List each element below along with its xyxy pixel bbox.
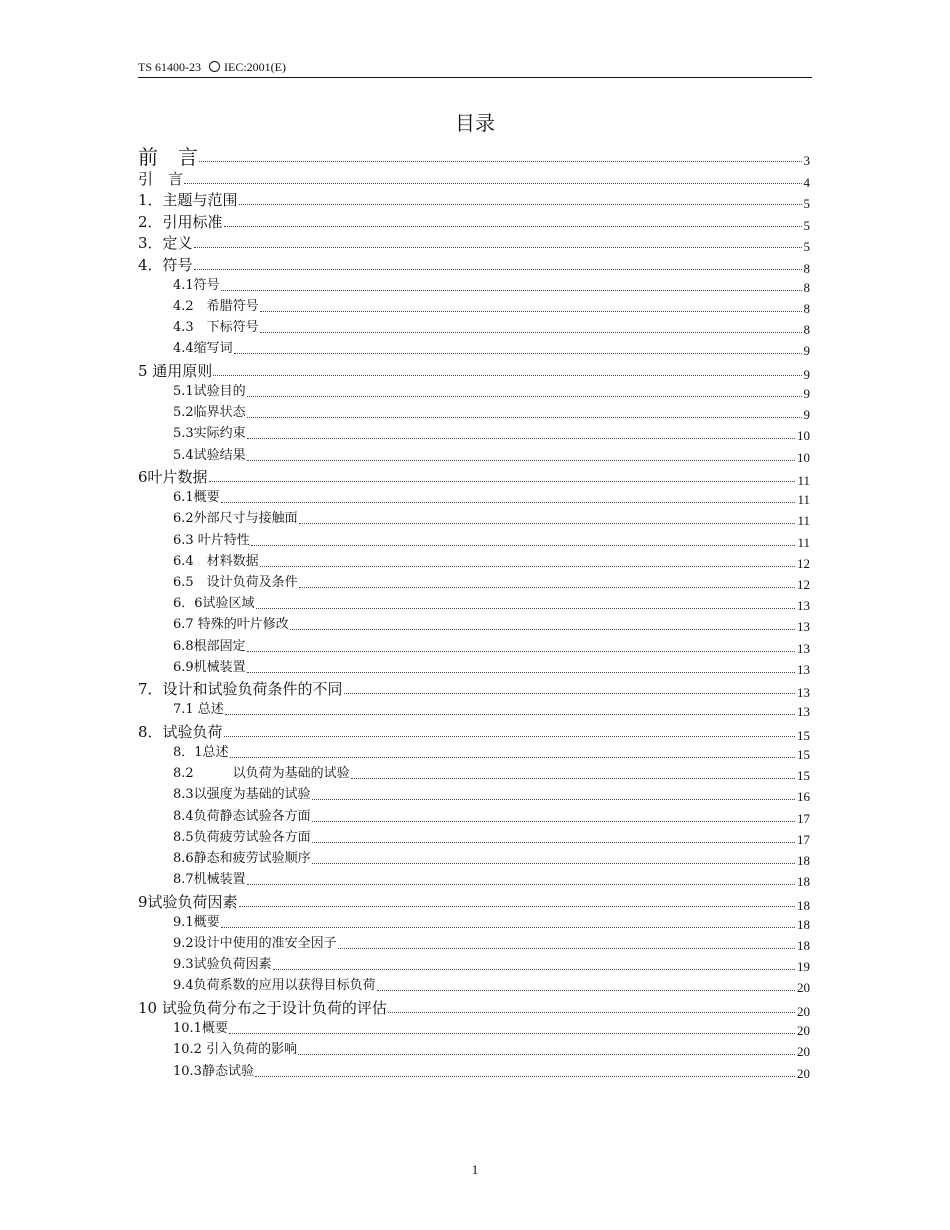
- toc-entry-label: 4.1符号: [173, 277, 220, 293]
- toc-entry-page: 20: [797, 1065, 810, 1081]
- toc-entry-label: 5.3实际约束: [173, 426, 246, 442]
- toc-leader-dots: [338, 948, 795, 949]
- toc-leader-dots: [239, 204, 802, 205]
- toc-leader-dots: [312, 821, 795, 822]
- toc-entry-label: 4.4缩写词: [173, 341, 233, 357]
- toc-entry-page: 13: [797, 704, 810, 720]
- toc-entry[interactable]: [138, 698, 810, 719]
- toc-entry[interactable]: [138, 804, 810, 825]
- toc-entry-page: 10: [797, 428, 810, 444]
- toc-leader-dots: [221, 927, 795, 928]
- toc-entry[interactable]: [138, 140, 810, 169]
- toc-entry[interactable]: [138, 465, 810, 487]
- toc-entry-page: 12: [797, 576, 810, 592]
- toc-entry-label: 8．试验负荷: [138, 722, 223, 741]
- toc-entry-page: 13: [797, 598, 810, 614]
- toc-leader-dots: [377, 990, 795, 991]
- toc-entry[interactable]: [138, 677, 810, 699]
- toc-entry-page: 18: [797, 938, 810, 954]
- toc-entry-page: 18: [797, 916, 810, 932]
- toc-leader-dots: [209, 481, 796, 482]
- toc-entry[interactable]: [138, 486, 810, 507]
- toc-entry[interactable]: [138, 274, 810, 295]
- toc-entry[interactable]: [138, 166, 810, 188]
- toc-entry-label: 8.4负荷静态试验各方面: [173, 808, 311, 824]
- toc-entry-label: 6.2外部尺寸与接触面: [173, 511, 298, 527]
- toc-entry[interactable]: [138, 995, 810, 1017]
- toc-entry-page: 11: [797, 492, 810, 508]
- toc-entry-label: 7.1 总述: [173, 702, 224, 718]
- toc-leader-dots: [239, 906, 795, 907]
- toc-entry-page: 9: [803, 343, 810, 359]
- toc-leader-dots: [213, 375, 801, 376]
- toc-leader-dots: [247, 396, 802, 397]
- toc-leader-dots: [247, 438, 795, 439]
- toc-leader-dots: [221, 502, 796, 503]
- toc-leader-dots: [224, 226, 802, 227]
- toc-entry-page: 16: [797, 789, 810, 805]
- toc-entry-label: 3．定义: [138, 234, 193, 252]
- toc-entry[interactable]: [138, 422, 810, 443]
- toc-leader-dots: [260, 311, 802, 312]
- toc-leader-dots: [312, 863, 795, 864]
- toc-entry[interactable]: [138, 911, 810, 932]
- toc-leader-dots: [224, 736, 795, 737]
- toc-entry[interactable]: [138, 295, 810, 316]
- toc-entry-label: 6．6试验区域: [173, 596, 255, 612]
- toc-leader-dots: [299, 587, 795, 588]
- toc-entry-page: 8: [803, 279, 810, 295]
- toc-entry-page: 19: [797, 959, 810, 975]
- toc-entry-label: 6.5 设计负荷及条件: [173, 574, 298, 590]
- toc-entry[interactable]: [138, 1017, 810, 1038]
- toc-leader-dots: [255, 1076, 795, 1077]
- toc-entry[interactable]: [138, 932, 810, 953]
- toc-entry[interactable]: [138, 656, 810, 677]
- toc-entry-page: 4: [803, 174, 810, 190]
- toc-entry-label: 5 通用原则: [138, 361, 213, 380]
- running-header: [138, 60, 812, 78]
- toc-leader-dots: [251, 545, 796, 546]
- toc-entry[interactable]: [138, 826, 810, 847]
- toc-entry-page: 20: [797, 1003, 810, 1019]
- toc-entry[interactable]: [138, 316, 810, 337]
- toc-entry[interactable]: [138, 337, 810, 358]
- toc-leader-dots: [273, 969, 795, 970]
- toc-entry-label: 6.1概要: [173, 490, 220, 506]
- toc-leader-dots: [199, 161, 802, 162]
- toc-leader-dots: [225, 714, 795, 715]
- toc-entry-label: 10 试验负荷分布之于设计负荷的评估: [138, 998, 387, 1017]
- toc-entry-label: 1．主题与范围: [138, 191, 238, 209]
- toc-entry[interactable]: [138, 380, 810, 401]
- toc-leader-dots: [351, 778, 795, 779]
- toc-entry[interactable]: [138, 550, 810, 571]
- toc-entry-page: 18: [797, 897, 810, 913]
- toc-entry[interactable]: [138, 528, 810, 549]
- toc-leader-dots: [221, 290, 802, 291]
- toc-entry-label: 8．1总述: [173, 745, 229, 761]
- header-iec-text: IEC:2001(E): [224, 60, 286, 74]
- page-number: 1: [471, 1162, 479, 1177]
- toc-entry-page: 13: [797, 661, 810, 677]
- toc-entry[interactable]: [138, 209, 810, 231]
- toc-entry[interactable]: [138, 1038, 810, 1059]
- toc-entry[interactable]: [138, 741, 810, 762]
- toc-entry-label: 8.6静态和疲劳试验顺序: [173, 851, 311, 866]
- toc-entry[interactable]: [138, 188, 810, 210]
- toc-entry-page: 15: [797, 747, 810, 763]
- toc-leader-dots: [247, 884, 795, 885]
- toc-leader-dots: [229, 1033, 795, 1034]
- toc-entry[interactable]: [138, 783, 810, 804]
- toc-leader-dots: [388, 1012, 795, 1013]
- toc-entry-label: 10.1概要: [173, 1021, 228, 1037]
- toc-entry-page: 9: [803, 407, 810, 423]
- toc-entry-page: 18: [797, 874, 810, 890]
- toc-entry-page: 13: [797, 685, 810, 701]
- toc-entry-label: 5.2临界状态: [173, 405, 246, 421]
- toc-leader-dots: [260, 332, 802, 333]
- toc-entry[interactable]: [138, 868, 810, 889]
- toc-entry-page: 15: [797, 727, 810, 743]
- toc-entry-page: 15: [797, 768, 810, 784]
- toc-entry[interactable]: [138, 953, 810, 974]
- toc-entry-page: 11: [797, 534, 810, 550]
- toc-entry-page: 20: [797, 1023, 810, 1039]
- toc-entry-label: 8.7机械装置: [173, 872, 246, 888]
- table-of-contents: [138, 140, 810, 1081]
- toc-entry[interactable]: [138, 613, 810, 634]
- toc-entry-label: 前 言: [138, 145, 198, 169]
- toc-leader-dots: [184, 183, 801, 184]
- toc-entry[interactable]: [138, 974, 810, 995]
- header-doc-code: TS 61400-23: [138, 60, 201, 74]
- toc-entry-page: 8: [803, 300, 810, 316]
- toc-entry-label: 9.4负荷系数的应用以获得目标负荷: [173, 978, 376, 994]
- toc-entry[interactable]: [138, 762, 810, 783]
- toc-entry-label: 9.2设计中使用的准安全因子: [173, 936, 337, 952]
- toc-entry[interactable]: [138, 719, 810, 741]
- toc-leader-dots: [312, 842, 795, 843]
- toc-entry-page: 8: [803, 322, 810, 338]
- copyright-mark-icon: [209, 61, 220, 72]
- toc-entry-page: 9: [803, 385, 810, 401]
- toc-entry-label: 9.1概要: [173, 914, 220, 930]
- toc-entry-label: 8.3以强度为基础的试验: [173, 787, 311, 803]
- toc-entry[interactable]: [138, 443, 810, 464]
- toc-entry-page: 9: [803, 366, 810, 382]
- toc-entry-page: 20: [797, 980, 810, 996]
- toc-leader-dots: [290, 629, 795, 630]
- toc-leader-dots: [247, 460, 795, 461]
- toc-entry-label: 8.5负荷疲劳试验各方面: [173, 829, 311, 845]
- toc-entry[interactable]: [138, 847, 810, 868]
- toc-entry-page: 20: [797, 1044, 810, 1060]
- toc-leader-dots: [194, 247, 802, 248]
- toc-leader-dots: [247, 672, 795, 673]
- toc-entry-page: 5: [803, 217, 810, 233]
- toc-entry-label: 6.8根部固定: [173, 638, 246, 654]
- toc-entry-page: 8: [803, 260, 810, 276]
- toc-entry-label: 4．符号: [138, 255, 193, 274]
- toc-entry-page: 12: [797, 555, 810, 571]
- toc-entry-label: 10.3静态试验: [173, 1063, 254, 1079]
- toc-entry-label: 6.9机械装置: [173, 659, 246, 675]
- toc-entry-page: 11: [797, 513, 810, 529]
- toc-entry-label: 2．引用标准: [138, 212, 223, 231]
- toc-entry-page: 11: [797, 473, 810, 488]
- toc-entry-label: 6.4 材料数据: [173, 553, 259, 569]
- toc-entry-page: 3: [803, 153, 810, 168]
- toc-entry[interactable]: [138, 358, 810, 380]
- toc-leader-dots: [230, 757, 795, 758]
- toc-entry-label: 9.3试验负荷因素: [173, 957, 272, 973]
- toc-entry-page: 5: [803, 239, 810, 254]
- toc-entry-label: 8.2 以负荷为基础的试验: [173, 766, 350, 782]
- toc-entry-label: 4.2 希腊符号: [173, 298, 259, 314]
- toc-leader-dots: [298, 1054, 795, 1055]
- toc-entry[interactable]: [138, 401, 810, 422]
- toc-entry-label: 引 言: [138, 169, 184, 188]
- toc-leader-dots: [194, 269, 802, 270]
- toc-entry[interactable]: [138, 889, 810, 911]
- toc-leader-dots: [344, 693, 795, 694]
- toc-entry-label: 6.3 叶片特性: [173, 532, 250, 548]
- toc-entry-page: 13: [797, 640, 810, 656]
- toc-leader-dots: [247, 651, 795, 652]
- toc-entry-label: 10.2 引入负荷的影响: [173, 1042, 298, 1058]
- toc-leader-dots: [234, 353, 802, 354]
- toc-entry-page: 18: [797, 853, 810, 868]
- toc-entry-label: 4.3 下标符号: [173, 320, 259, 336]
- toc-leader-dots: [247, 417, 802, 418]
- toc-title: 目录: [455, 111, 495, 135]
- toc-entry[interactable]: [138, 571, 810, 592]
- toc-leader-dots: [256, 608, 795, 609]
- toc-leader-dots: [312, 799, 795, 800]
- toc-leader-dots: [260, 566, 795, 567]
- toc-entry[interactable]: [138, 231, 810, 253]
- toc-entry[interactable]: [138, 634, 810, 655]
- toc-entry-page: 10: [797, 449, 810, 465]
- toc-entry-page: 5: [803, 196, 810, 211]
- toc-entry[interactable]: [138, 507, 810, 528]
- toc-entry-label: 5.1试验目的: [173, 383, 246, 399]
- toc-entry-label: 6.7 特殊的叶片修改: [173, 617, 289, 633]
- toc-entry-page: 17: [797, 810, 810, 826]
- toc-entry[interactable]: [138, 1059, 810, 1080]
- toc-leader-dots: [299, 523, 796, 524]
- toc-entry[interactable]: [138, 252, 810, 274]
- toc-entry-page: 17: [797, 831, 810, 847]
- toc-entry-label: 6叶片数据: [138, 468, 208, 486]
- toc-entry-label: 5.4试验结果: [173, 447, 246, 463]
- toc-entry-page: 13: [797, 619, 810, 635]
- toc-entry-label: 7．设计和试验负荷条件的不同: [138, 680, 343, 699]
- toc-entry-label: 9试验负荷因素: [138, 892, 238, 911]
- toc-entry[interactable]: [138, 592, 810, 613]
